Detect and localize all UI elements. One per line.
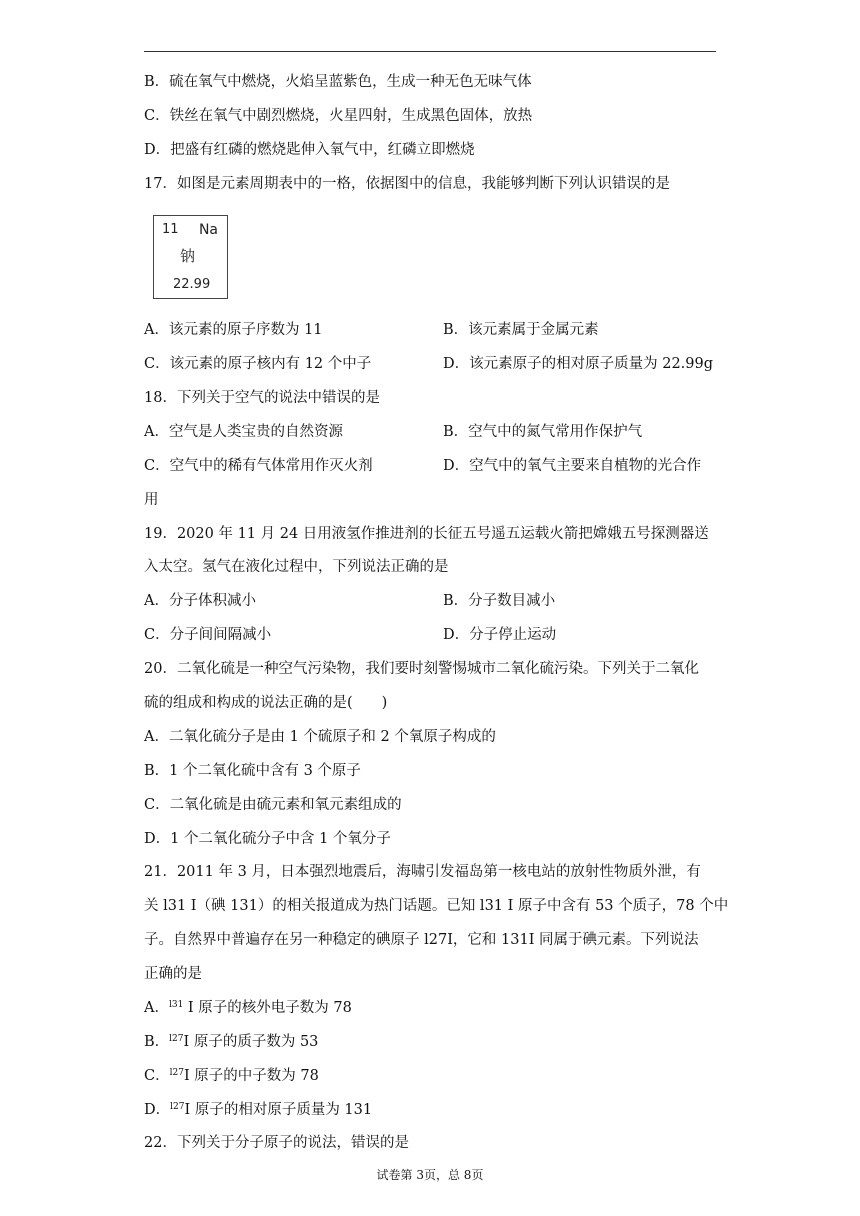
q18-option-c: C．空气中的稀有气体常用作灭火剂: [144, 458, 373, 474]
option-text: I 原子的相对原子质量为 131: [184, 1102, 373, 1118]
q19-stem-line1: 19．2020 年 11 月 24 日用液氢作推进剂的长征五号遥五运载火箭把嫦娥五号探测器送: [144, 526, 709, 542]
q18-option-b: B．空气中的氮气常用作保护气: [443, 424, 643, 440]
option-letter: C．: [144, 1068, 170, 1084]
q17-stem: 17．如图是元素周期表中的一格，依据图中的信息，我能够判断下列认识错误的是: [144, 176, 670, 192]
q17-option-c: C．该元素的原子核内有 12 个中子: [144, 356, 372, 372]
q16-option-c: C．铁丝在氧气中剧烈燃烧，火星四射，生成黑色固体，放热: [144, 108, 533, 124]
q16-option-d: D．把盛有红磷的燃烧匙伸入氧气中，红磷立即燃烧: [144, 142, 475, 158]
q19-option-d: D．分子停止运动: [443, 627, 557, 643]
element-name: 钠: [180, 247, 196, 265]
q21-option-d: [144, 1100, 372, 1120]
q17-option-d: D．该元素原子的相对原子质量为 22.99g: [443, 356, 714, 372]
mass-number-superscript: l27: [169, 1034, 184, 1044]
element-symbol: Na: [198, 222, 218, 238]
atomic-number: 11: [162, 222, 179, 237]
q20-option-b: B．1 个二氧化硫中含有 3 个原子: [144, 763, 361, 779]
q20-option-c: C．二氧化硫是由硫元素和氧元素组成的: [144, 797, 402, 813]
option-letter: B．: [144, 1034, 170, 1050]
q21-stem-line3: 子。自然界中普遍存在另一种稳定的碘原子 l27I，它和 131I 同属于碘元素。下列说法: [144, 932, 699, 948]
q17-option-b: B．该元素属于金属元素: [443, 322, 599, 338]
q18-option-a: A．空气是人类宝贵的自然资源: [144, 424, 343, 440]
q21-stem-line2: 关 l31 I（碘 131）的相关报道成为热门话题。已知 l31 I 原子中含有 53 个质子，78 个中: [144, 898, 729, 914]
option-text: I 原子的质子数为 53: [183, 1034, 319, 1050]
header-rule: [144, 51, 716, 52]
atomic-mass: 22.99: [173, 277, 211, 292]
q20-stem-line1: 20．二氧化硫是一种空气污染物，我们要时刻警惕城市二氧化硫污染。下列关于二氧化: [144, 661, 699, 677]
mass-number-superscript: l27: [170, 1102, 185, 1112]
mass-number-superscript: l31: [168, 1000, 184, 1010]
option-text: I 原子的核外电子数为 78: [183, 1000, 352, 1016]
option-letter: A．: [144, 1000, 169, 1016]
q20-option-a: A．二氧化硫分子是由 1 个硫原子和 2 个氧原子构成的: [144, 729, 496, 745]
q20-stem-line2: 硫的组成和构成的说法正确的是( ): [144, 695, 388, 711]
q17-option-a: A．该元素的原子序数为 11: [144, 322, 323, 338]
q18-stem: 18．下列关于空气的说法中错误的是: [144, 390, 380, 406]
q20-option-d: D．1 个二氧化硫分子中含 1 个氧分子: [144, 831, 391, 847]
q19-option-b: B．分子数目减小: [443, 593, 556, 609]
q18-option-d: D．空气中的氧气主要来自植物的光合作: [443, 458, 702, 474]
q21-option-c: [144, 1066, 319, 1086]
q19-option-c: C．分子间间隔减小: [144, 627, 272, 643]
mass-number-superscript: l27: [169, 1068, 184, 1078]
q18-option-d-continued: 用: [144, 492, 159, 508]
q19-option-a: A．分子体积减小: [144, 593, 256, 609]
q16-option-b: B．硫在氧气中燃烧，火焰呈蓝紫色，生成一种无色无味气体: [144, 74, 532, 90]
q21-option-b: [144, 1032, 318, 1052]
q21-stem-line1: 21．2011 年 3 月，日本强烈地震后，海啸引发福岛第一核电站的放射性物质外泄，有: [144, 864, 701, 880]
option-text: I 原子的中子数为 78: [183, 1068, 319, 1084]
q19-stem-line2: 入太空。氢气在液化过程中，下列说法正确的是: [144, 559, 449, 575]
page-footer: 试卷第 3页，总 8页: [376, 1168, 484, 1182]
q22-stem: 22．下列关于分子原子的说法，错误的是: [144, 1135, 409, 1151]
q21-stem-line4: 正确的是: [144, 966, 202, 982]
periodic-table-cell-sodium: [153, 215, 228, 299]
option-letter: D．: [144, 1102, 171, 1118]
q21-option-a: [144, 998, 352, 1018]
